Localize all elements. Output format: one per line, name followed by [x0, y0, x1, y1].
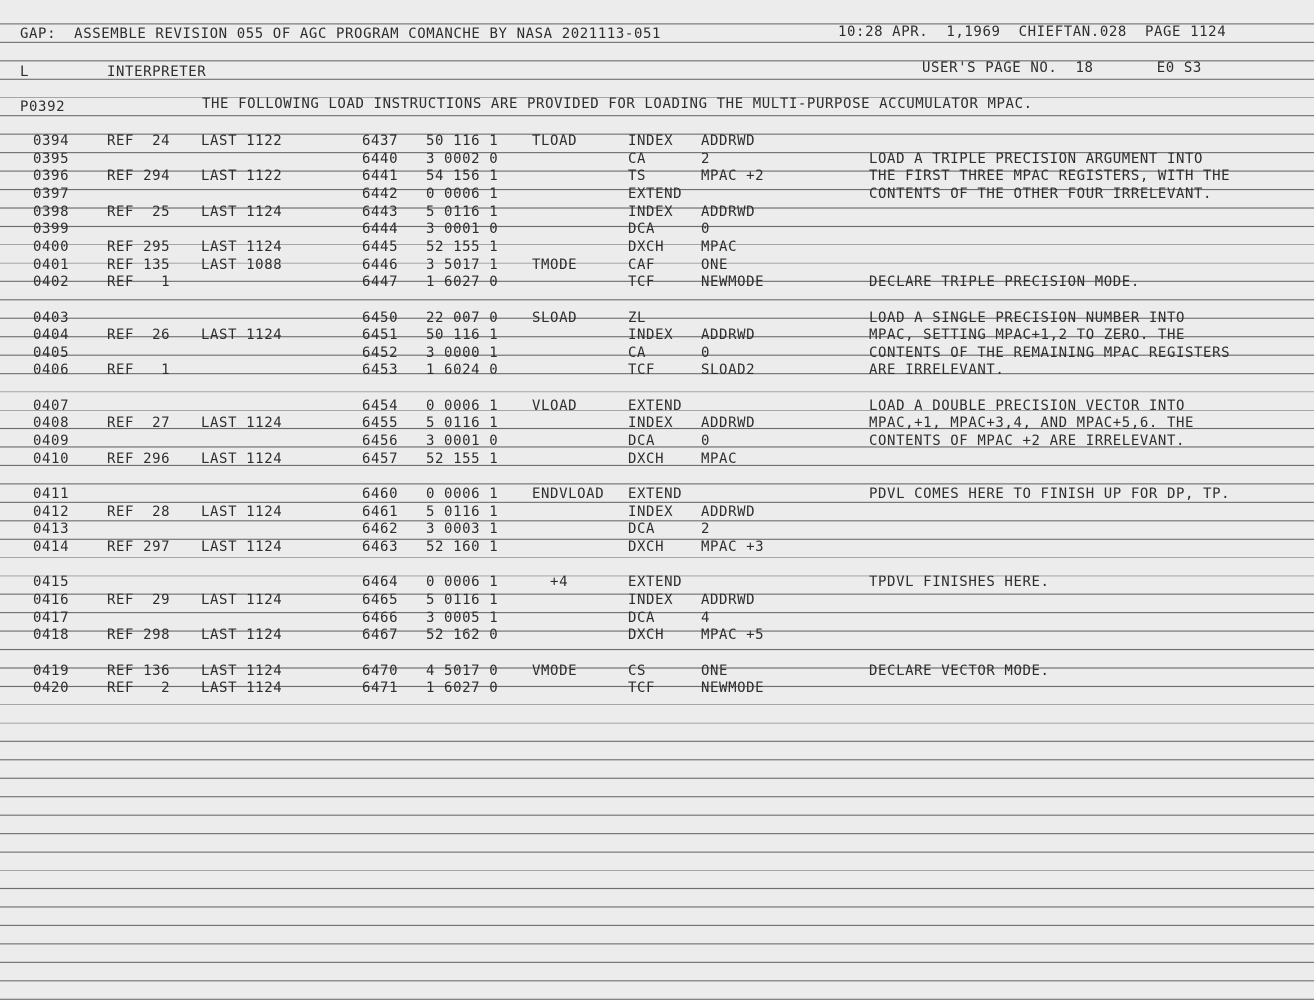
- octal-code: 52 162 0: [426, 627, 499, 644]
- listing-row: [0, 168, 1314, 186]
- line-seq: 0399: [33, 221, 70, 238]
- address: 6441: [362, 168, 399, 185]
- comment: THE FIRST THREE MPAC REGISTERS, WITH THE: [869, 168, 1231, 185]
- octal-code: 0 0006 1: [426, 185, 499, 202]
- ref-field: REF 2: [107, 680, 171, 697]
- operand: ADDRWD: [701, 133, 756, 149]
- address: 6456: [362, 433, 399, 450]
- opcode: CA: [628, 150, 647, 167]
- octal-code: 3 0001 0: [426, 221, 499, 238]
- line-seq: 0417: [33, 609, 70, 626]
- listing-row: [0, 133, 1314, 151]
- operand: 4: [701, 609, 711, 626]
- listing-row: [0, 239, 1314, 257]
- address: 6463: [362, 538, 399, 555]
- address: 6453: [362, 362, 399, 379]
- comment: DECLARE VECTOR MODE.: [869, 662, 1050, 679]
- line-seq: 0420: [33, 680, 70, 697]
- operand: 2: [701, 521, 711, 538]
- listing-row: [0, 468, 1314, 486]
- listing-row: [0, 327, 1314, 345]
- operand: 0: [701, 433, 711, 450]
- intro-text: THE FOLLOWING LOAD INSTRUCTIONS ARE PROVIDED FOR LOADING THE MULTI-PURPOSE ACCUMULATOR MPAC.: [202, 96, 1033, 112]
- address: 6442: [362, 185, 399, 202]
- ref-field: REF 1: [107, 362, 171, 379]
- address: 6444: [362, 221, 399, 238]
- line-seq: 0414: [33, 538, 70, 555]
- opcode: DCA: [628, 609, 656, 626]
- listing-row: [0, 310, 1314, 328]
- address: 6465: [362, 591, 399, 608]
- operand: ONE: [701, 256, 729, 273]
- comment: MPAC,+1, MPAC+3,4, AND MPAC+5,6. THE: [869, 415, 1195, 432]
- line-seq: 0397: [33, 185, 70, 202]
- address: 6462: [362, 521, 399, 538]
- address: 6466: [362, 609, 399, 626]
- address: 6450: [362, 309, 399, 326]
- listing-row: [0, 433, 1314, 451]
- operand: 0: [701, 221, 711, 238]
- opcode: ZL: [628, 309, 647, 326]
- line-seq: 0411: [33, 486, 70, 502]
- ref-field: REF 298: [107, 627, 171, 644]
- listing-row: [0, 557, 1314, 575]
- operand: ADDRWD: [701, 203, 756, 220]
- operand: NEWMODE: [701, 274, 765, 291]
- octal-code: 3 0000 1: [426, 344, 499, 361]
- opcode: TCF: [628, 680, 656, 697]
- line-seq: 0395: [33, 150, 70, 167]
- listing-row: [0, 345, 1314, 363]
- listing-row: [0, 362, 1314, 380]
- line-seq: 0413: [33, 521, 70, 538]
- header-timestamp: 10:28 APR. 1,1969 CHIEFTAN.028 PAGE 1124: [838, 24, 1227, 40]
- line-seq: 0410: [33, 450, 70, 467]
- listing-row: [0, 204, 1314, 222]
- line-seq: 0405: [33, 344, 70, 361]
- comment: LOAD A DOUBLE PRECISION VECTOR INTO: [869, 397, 1186, 414]
- line-seq: 0400: [33, 238, 70, 255]
- last-field: LAST 1124: [201, 680, 283, 697]
- octal-code: 50 116 1: [426, 133, 499, 149]
- address: 6470: [362, 662, 399, 679]
- symbol-label: VLOAD: [532, 397, 578, 414]
- line-seq: 0403: [33, 309, 70, 326]
- line-seq: 0398: [33, 203, 70, 220]
- last-field: LAST 1124: [201, 415, 283, 432]
- symbol-label: VMODE: [532, 662, 578, 679]
- octal-code: 52 155 1: [426, 238, 499, 255]
- last-field: LAST 1122: [201, 133, 283, 149]
- address: 6446: [362, 256, 399, 273]
- opcode: INDEX: [628, 327, 674, 344]
- operand: 2: [701, 150, 711, 167]
- ref-field: REF 136: [107, 662, 171, 679]
- listing-row: [0, 610, 1314, 628]
- listing-row: [0, 398, 1314, 416]
- octal-code: 0 0006 1: [426, 574, 499, 591]
- comment: LOAD A TRIPLE PRECISION ARGUMENT INTO: [869, 150, 1204, 167]
- operand: ADDRWD: [701, 503, 756, 520]
- opcode: DXCH: [628, 538, 665, 555]
- address: 6464: [362, 574, 399, 591]
- address: 6460: [362, 486, 399, 502]
- line-seq: 0401: [33, 256, 70, 273]
- last-field: LAST 1124: [201, 238, 283, 255]
- address: 6467: [362, 627, 399, 644]
- octal-code: 3 5017 1: [426, 256, 499, 273]
- listing-row: [0, 451, 1314, 469]
- last-field: LAST 1124: [201, 662, 283, 679]
- last-field: LAST 1124: [201, 591, 283, 608]
- line-seq: 0416: [33, 591, 70, 608]
- opcode: INDEX: [628, 203, 674, 220]
- operand: MPAC +2: [701, 168, 765, 185]
- address: 6437: [362, 133, 399, 149]
- last-field: LAST 1124: [201, 538, 283, 555]
- ref-field: REF 26: [107, 327, 171, 344]
- last-field: LAST 1122: [201, 168, 283, 185]
- operand: ADDRWD: [701, 591, 756, 608]
- operand: MPAC: [701, 238, 738, 255]
- opcode: DXCH: [628, 238, 665, 255]
- listing-row: [0, 380, 1314, 398]
- listing-row: [0, 274, 1314, 292]
- listing-row: [0, 486, 1314, 504]
- octal-code: 1 6024 0: [426, 362, 499, 379]
- symbol-label: +4: [532, 574, 569, 591]
- comment: ARE IRRELEVANT.: [869, 362, 1005, 379]
- listing-row: [0, 592, 1314, 610]
- operand: NEWMODE: [701, 680, 765, 697]
- octal-code: 3 0002 0: [426, 150, 499, 167]
- opcode: DXCH: [628, 627, 665, 644]
- comment: DECLARE TRIPLE PRECISION MODE.: [869, 274, 1140, 291]
- operand: ADDRWD: [701, 415, 756, 432]
- address: 6461: [362, 503, 399, 520]
- ref-field: REF 295: [107, 238, 171, 255]
- octal-code: 1 6027 0: [426, 680, 499, 697]
- listing-row: [0, 663, 1314, 681]
- ref-field: REF 1: [107, 274, 171, 291]
- opcode: TCF: [628, 274, 656, 291]
- operand: 0: [701, 344, 711, 361]
- octal-code: 52 160 1: [426, 538, 499, 555]
- octal-code: 50 116 1: [426, 327, 499, 344]
- ref-field: REF 24: [107, 133, 171, 149]
- operand: MPAC +3: [701, 538, 765, 555]
- section-code: L: [20, 64, 30, 80]
- octal-code: 4 5017 0: [426, 662, 499, 679]
- last-field: LAST 1124: [201, 503, 283, 520]
- opcode: TS: [628, 168, 647, 185]
- octal-code: 5 0116 1: [426, 203, 499, 220]
- listing-row: [0, 257, 1314, 275]
- opcode: INDEX: [628, 133, 674, 149]
- symbol-label: ENDVLOAD: [532, 486, 605, 502]
- symbol-label: TLOAD: [532, 133, 578, 149]
- address: 6457: [362, 450, 399, 467]
- section-title: INTERPRETER: [107, 64, 207, 80]
- octal-code: 1 6027 0: [426, 274, 499, 291]
- octal-code: 0 0006 1: [426, 486, 499, 502]
- ref-field: REF 27: [107, 415, 171, 432]
- line-seq: 0406: [33, 362, 70, 379]
- comment: CONTENTS OF THE OTHER FOUR IRRELEVANT.: [869, 185, 1213, 202]
- comment: LOAD A SINGLE PRECISION NUMBER INTO: [869, 309, 1186, 326]
- opcode: EXTEND: [628, 185, 683, 202]
- octal-code: 5 0116 1: [426, 591, 499, 608]
- octal-code: 0 0006 1: [426, 397, 499, 414]
- listing-row: [0, 221, 1314, 239]
- operand: SLOAD2: [701, 362, 756, 379]
- symbol-label: TMODE: [532, 256, 578, 273]
- listing-row: [0, 415, 1314, 433]
- ref-field: REF 28: [107, 503, 171, 520]
- listing-row: [0, 504, 1314, 522]
- address: 6440: [362, 150, 399, 167]
- octal-code: 3 0005 1: [426, 609, 499, 626]
- comment: CONTENTS OF THE REMAINING MPAC REGISTERS: [869, 344, 1231, 361]
- listing-row: [0, 680, 1314, 698]
- listing-row: [0, 521, 1314, 539]
- line-seq: 0415: [33, 574, 70, 591]
- listing-row: [0, 645, 1314, 663]
- address: 6471: [362, 680, 399, 697]
- line-seq: 0394: [33, 133, 70, 149]
- listing-row: [0, 292, 1314, 310]
- last-field: LAST 1124: [201, 450, 283, 467]
- address: 6452: [362, 344, 399, 361]
- opcode: EXTEND: [628, 486, 683, 502]
- opcode: TCF: [628, 362, 656, 379]
- line-seq: 0409: [33, 433, 70, 450]
- comment: TPDVL FINISHES HERE.: [869, 574, 1050, 591]
- last-field: LAST 1088: [201, 256, 283, 273]
- listing-row: [0, 151, 1314, 169]
- octal-code: 3 0003 1: [426, 521, 499, 538]
- ref-field: REF 294: [107, 168, 171, 185]
- last-field: LAST 1124: [201, 327, 283, 344]
- line-seq: 0404: [33, 327, 70, 344]
- last-field: LAST 1124: [201, 627, 283, 644]
- page-number: USER'S PAGE NO. 18 E0 S3: [922, 60, 1202, 76]
- line-seq: 0396: [33, 168, 70, 185]
- opcode: EXTEND: [628, 574, 683, 591]
- listing-row: [0, 539, 1314, 557]
- ref-field: REF 25: [107, 203, 171, 220]
- listing-row: [0, 627, 1314, 645]
- opcode: CA: [628, 344, 647, 361]
- opcode: INDEX: [628, 503, 674, 520]
- octal-code: 52 155 1: [426, 450, 499, 467]
- operand: ADDRWD: [701, 327, 756, 344]
- opcode: DCA: [628, 433, 656, 450]
- line-seq: 0407: [33, 397, 70, 414]
- comment: CONTENTS OF MPAC +2 ARE IRRELEVANT.: [869, 433, 1186, 450]
- intro-seq: P0392: [20, 99, 66, 115]
- comment: MPAC, SETTING MPAC+1,2 TO ZERO. THE: [869, 327, 1186, 344]
- line-seq: 0402: [33, 274, 70, 291]
- octal-code: 22 007 0: [426, 309, 499, 326]
- operand: ONE: [701, 662, 729, 679]
- address: 6454: [362, 397, 399, 414]
- header-title: GAP: ASSEMBLE REVISION 055 OF AGC PROGRAM COMANCHE BY NASA 2021113-051: [20, 26, 662, 42]
- operand: MPAC: [701, 450, 738, 467]
- listing-row: [0, 574, 1314, 592]
- ref-field: REF 296: [107, 450, 171, 467]
- octal-code: 3 0001 0: [426, 433, 499, 450]
- symbol-label: SLOAD: [532, 309, 578, 326]
- line-seq: 0408: [33, 415, 70, 432]
- opcode: CAF: [628, 256, 656, 273]
- last-field: LAST 1124: [201, 203, 283, 220]
- octal-code: 54 156 1: [426, 168, 499, 185]
- listing-row: [0, 186, 1314, 204]
- opcode: EXTEND: [628, 397, 683, 414]
- address: 6443: [362, 203, 399, 220]
- line-seq: 0418: [33, 627, 70, 644]
- address: 6445: [362, 238, 399, 255]
- opcode: CS: [628, 662, 647, 679]
- octal-code: 5 0116 1: [426, 415, 499, 432]
- operand: MPAC +5: [701, 627, 765, 644]
- ref-field: REF 297: [107, 538, 171, 555]
- address: 6447: [362, 274, 399, 291]
- octal-code: 5 0116 1: [426, 503, 499, 520]
- line-seq: 0419: [33, 662, 70, 679]
- comment: PDVL COMES HERE TO FINISH UP FOR DP, TP.: [869, 486, 1231, 502]
- line-seq: 0412: [33, 503, 70, 520]
- opcode: DCA: [628, 221, 656, 238]
- opcode: INDEX: [628, 591, 674, 608]
- address: 6455: [362, 415, 399, 432]
- opcode: INDEX: [628, 415, 674, 432]
- opcode: DXCH: [628, 450, 665, 467]
- address: 6451: [362, 327, 399, 344]
- opcode: DCA: [628, 521, 656, 538]
- ref-field: REF 29: [107, 591, 171, 608]
- ref-field: REF 135: [107, 256, 171, 273]
